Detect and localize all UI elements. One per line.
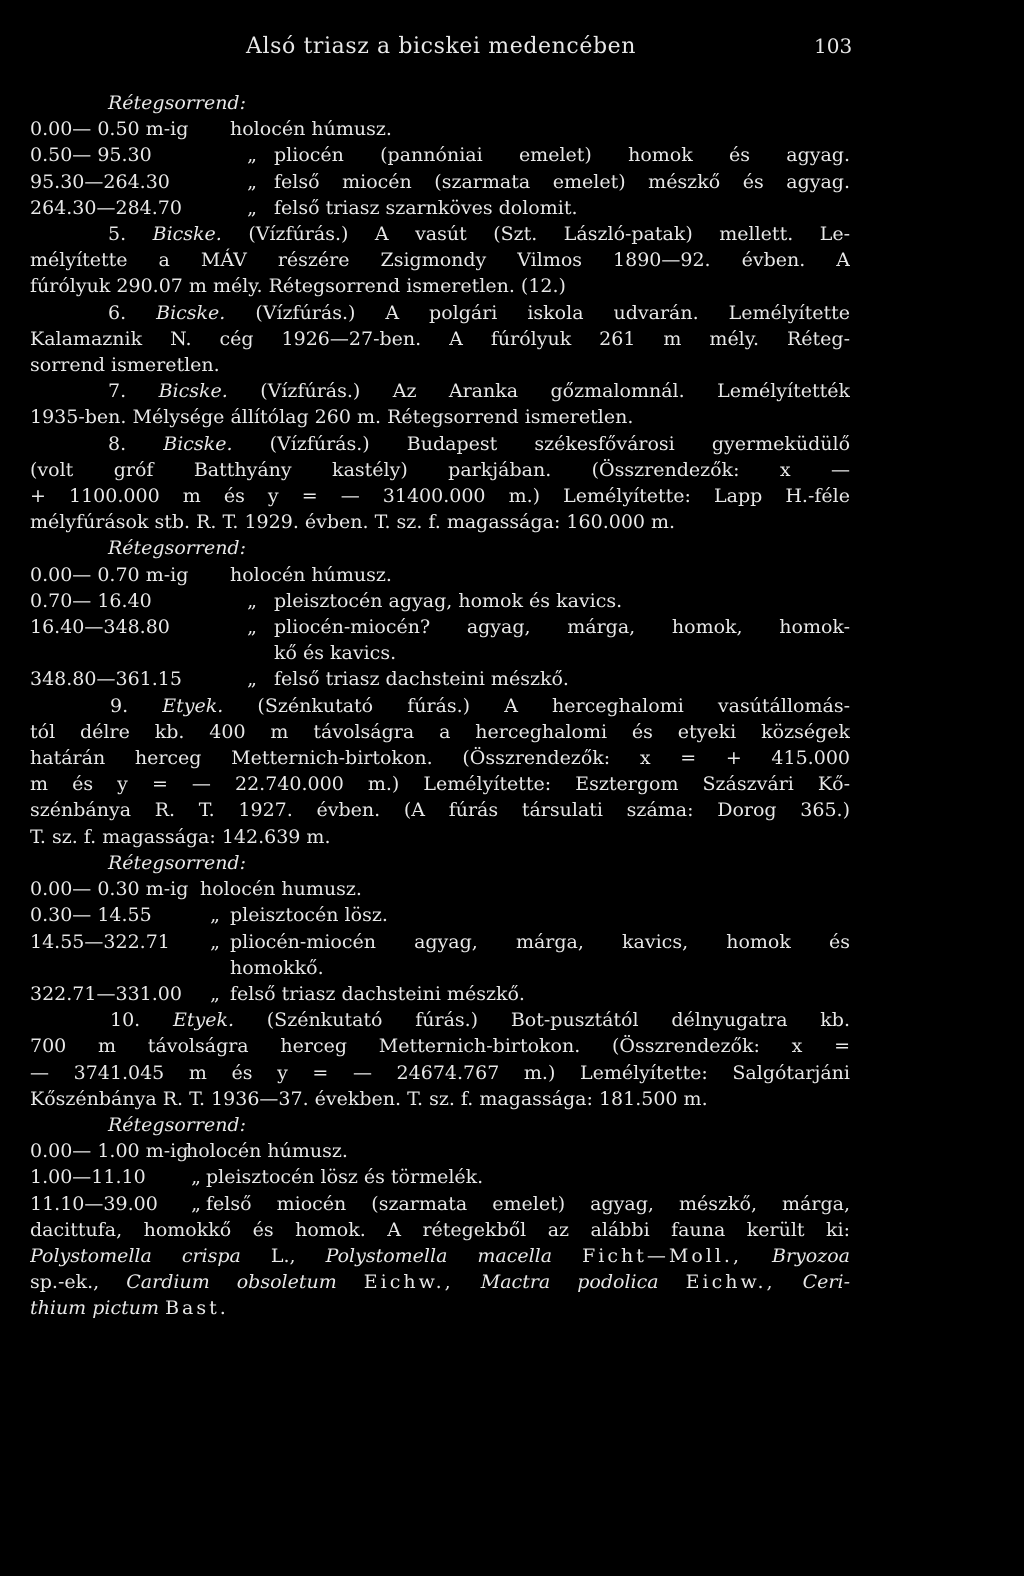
strata-description: holocén húmusz. <box>186 1140 348 1163</box>
paragraph-line: 9. Etyek. (Szénkutató fúrás.) A herceghalomi vasútállomás- <box>110 694 850 717</box>
paragraph-line <box>30 1295 850 1321</box>
section-heading: Rétegsorrend: <box>108 851 246 874</box>
strata-row <box>30 876 850 902</box>
strata-row <box>30 142 850 168</box>
strata-description: pleisztocén lösz. <box>230 904 388 927</box>
depth-range: 1.00—11.10 <box>30 1166 146 1189</box>
strata-description: pleisztocén agyag, homok és kavics. <box>274 589 623 612</box>
paragraph-line: mélyfúrások stb. R. T. 1929. évben. T. sz. f. magassága: 160.000 m. <box>30 511 676 534</box>
page-header <box>0 34 1024 74</box>
taxon-name: Cardium obsoletum <box>126 1271 337 1294</box>
paragraph-line: sorrend ismeretlen. <box>30 354 220 377</box>
paragraph-line: Kalamaznik N. cég 1926—27-ben. A fúrólyuk 261 m mély. Réteg- <box>30 327 850 350</box>
taxon-author: Eichw., <box>363 1271 454 1294</box>
paragraph-line: 10. Etyek. (Szénkutató fúrás.) Bot-pusztától délnyugatra kb. <box>110 1009 850 1032</box>
section-heading: Rétegsorrend: <box>108 92 246 114</box>
document-body <box>30 90 850 1322</box>
taxon-author: Eichw., <box>685 1271 776 1294</box>
strata-row <box>30 588 850 614</box>
depth-range: 16.40—348.80 <box>30 616 170 639</box>
ditto-mark: „ <box>191 1166 201 1189</box>
strata-description: holocén humusz. <box>200 878 362 901</box>
taxon-name: Polystomella crispa <box>30 1244 241 1267</box>
depth-range: 0.00— 1.00 m-ig <box>30 1140 189 1163</box>
place-name: Bicske. <box>152 223 222 246</box>
depth-range: 0.00— 0.30 m-ig <box>30 878 189 901</box>
entry-number: 10. <box>110 1009 141 1032</box>
depth-range: 0.00— 0.70 m-ig <box>30 563 189 586</box>
paragraph-line: m és y = — 22.740.000 m.) Lemélyítette: Esztergom Szászvári Kő- <box>30 773 850 796</box>
strata-description: holocén húmusz. <box>230 563 392 586</box>
ditto-mark: „ <box>210 930 220 953</box>
entry-number: 9. <box>110 694 129 717</box>
depth-range: 14.55—322.71 <box>30 930 170 953</box>
paragraph-line: Polystomella crispa L., Polystomella macella Ficht—Moll., Bryozoa <box>30 1244 850 1267</box>
paragraph-line: Kőszénbánya R. T. 1936—37. években. T. sz. f. magassága: 181.500 m. <box>30 1087 708 1110</box>
taxon-author: Bast. <box>165 1297 229 1320</box>
paragraph-line: tól délre kb. 400 m távolságra a herceghalomi és etyeki községek <box>30 720 850 743</box>
entry-number: 6. <box>108 301 127 324</box>
paragraph-line: határán herceg Metternich-birtokon. (Összrendezők: x = + 415.000 <box>30 747 850 770</box>
place-name: Bicske. <box>163 432 233 455</box>
strata-description: felső triasz dachsteini mészkő. <box>230 982 525 1005</box>
section-heading: Rétegsorrend: <box>108 537 246 560</box>
depth-range: 0.50— 95.30 <box>30 144 152 167</box>
paragraph-line: 8. Bicske. (Vízfúrás.) Budapest székesfővárosi gyermeküdülő <box>108 432 850 455</box>
strata-row <box>30 614 850 640</box>
taxon-name: thium pictum <box>30 1297 160 1320</box>
strata-description-continued: kő és kavics. <box>274 642 397 665</box>
paragraph-line: dacittufa, homokkő és homok. A rétegekből az alábbi fauna került ki: <box>30 1218 850 1241</box>
strata-description: pliocén-miocén agyag, márga, kavics, homok és <box>230 930 850 953</box>
paragraph-line: fúrólyuk 290.07 m mély. Rétegsorrend ismeretlen. (12.) <box>30 275 566 298</box>
strata-row <box>30 169 850 195</box>
paragraph-line: sp.-ek., Cardium obsoletum Eichw., Mactra podolica Eichw., Ceri- <box>30 1271 850 1294</box>
place-name: Etyek. <box>172 1009 235 1032</box>
entry-number: 7. <box>108 380 127 403</box>
strata-description: felső triasz szarnköves dolomit. <box>274 196 578 219</box>
ditto-mark: „ <box>210 982 220 1005</box>
taxon-name: Polystomella macella <box>325 1244 553 1267</box>
strata-row <box>30 981 850 1007</box>
strata-row <box>30 929 850 955</box>
ditto-mark: „ <box>247 616 257 639</box>
strata-description: felső miocén (szarmata emelet) mészkő és agyag. <box>274 170 850 193</box>
strata-description: felső miocén (szarmata emelet) agyag, mészkő, márga, <box>206 1192 850 1215</box>
paragraph-line: T. sz. f. magassága: 142.639 m. <box>30 825 331 848</box>
depth-range: 95.30—264.30 <box>30 170 170 193</box>
depth-range: 0.30— 14.55 <box>30 904 152 927</box>
paragraph-line: — 3741.045 m és y = — 24674.767 m.) Lemélyítette: Salgótarjáni <box>30 1061 850 1084</box>
entry-number: 5. <box>108 223 127 246</box>
depth-range: 348.80—361.15 <box>30 668 182 691</box>
taxon-name: Bryozoa <box>772 1244 850 1267</box>
entry-number: 8. <box>108 432 127 455</box>
paragraph-line: 1935-ben. Mélysége állítólag 260 m. Rétegsorrend ismeretlen. <box>30 406 634 429</box>
strata-description: pleisztocén lösz és törmelék. <box>206 1166 484 1189</box>
depth-range: 0.00— 0.50 m-ig <box>30 118 189 141</box>
strata-row <box>30 116 850 142</box>
paragraph-line: mélyítette a MÁV részére Zsigmondy Vilmos 1890—92. évben. A <box>30 249 850 272</box>
ditto-mark: „ <box>247 589 257 612</box>
paragraph-line: + 1100.000 m és y = — 31400.000 m.) Lemélyítette: Lapp H.-féle <box>30 485 850 508</box>
taxon-name: Ceri- <box>802 1271 850 1294</box>
place-name: Etyek. <box>162 694 224 717</box>
place-name: Bicske. <box>158 380 228 403</box>
paragraph-line: 7. Bicske. (Vízfúrás.) Az Aranka gőzmalomnál. Lemélyítették <box>108 380 850 403</box>
strata-description: pliocén (pannóniai emelet) homok és agyag. <box>274 144 850 167</box>
depth-range: 264.30—284.70 <box>30 196 182 219</box>
section-heading: Rétegsorrend: <box>108 1113 246 1136</box>
paragraph-line: szénbánya R. T. 1927. évben. (A fúrás társulati száma: Dorog 365.) <box>30 799 850 822</box>
strata-description-continued: homokkő. <box>230 956 324 979</box>
depth-range: 11.10—39.00 <box>30 1192 158 1215</box>
paragraph-line: 700 m távolságra herceg Metternich-birtokon. (Összrendezők: x = <box>30 1035 850 1058</box>
taxon-name: Mactra podolica <box>480 1271 659 1294</box>
strata-description: felső triasz dachsteini mészkő. <box>274 668 569 691</box>
paragraph-line: (volt gróf Batthyány kastély) parkjában. (Összrendezők: x — <box>30 458 850 481</box>
place-name: Bicske. <box>156 301 226 324</box>
strata-row <box>30 666 850 692</box>
running-title: Alsó triasz a bicskei medencében <box>246 34 637 59</box>
ditto-mark: „ <box>247 668 257 691</box>
ditto-mark: „ <box>247 196 257 219</box>
paragraph-line: 6. Bicske. (Vízfúrás.) A polgári iskola udvarán. Lemélyítette <box>108 301 850 324</box>
ditto-mark: „ <box>247 144 257 167</box>
strata-row <box>30 562 850 588</box>
ditto-mark: „ <box>247 170 257 193</box>
paragraph-line: 5. Bicske. (Vízfúrás.) A vasút (Szt. László-patak) mellett. Le- <box>108 223 850 246</box>
strata-row <box>30 1164 850 1190</box>
strata-description: holocén húmusz. <box>230 118 392 141</box>
strata-row <box>30 195 850 221</box>
depth-range: 322.71—331.00 <box>30 982 182 1005</box>
strata-row <box>30 1138 850 1164</box>
page-number: 103 <box>814 34 853 58</box>
depth-range: 0.70— 16.40 <box>30 589 152 612</box>
ditto-mark: „ <box>191 1192 201 1215</box>
strata-row <box>30 1191 850 1217</box>
strata-description: pliocén-miocén? agyag, márga, homok, homok- <box>274 616 850 639</box>
ditto-mark: „ <box>210 904 220 927</box>
taxon-author: Ficht—Moll., <box>582 1244 742 1267</box>
strata-row <box>30 902 850 928</box>
